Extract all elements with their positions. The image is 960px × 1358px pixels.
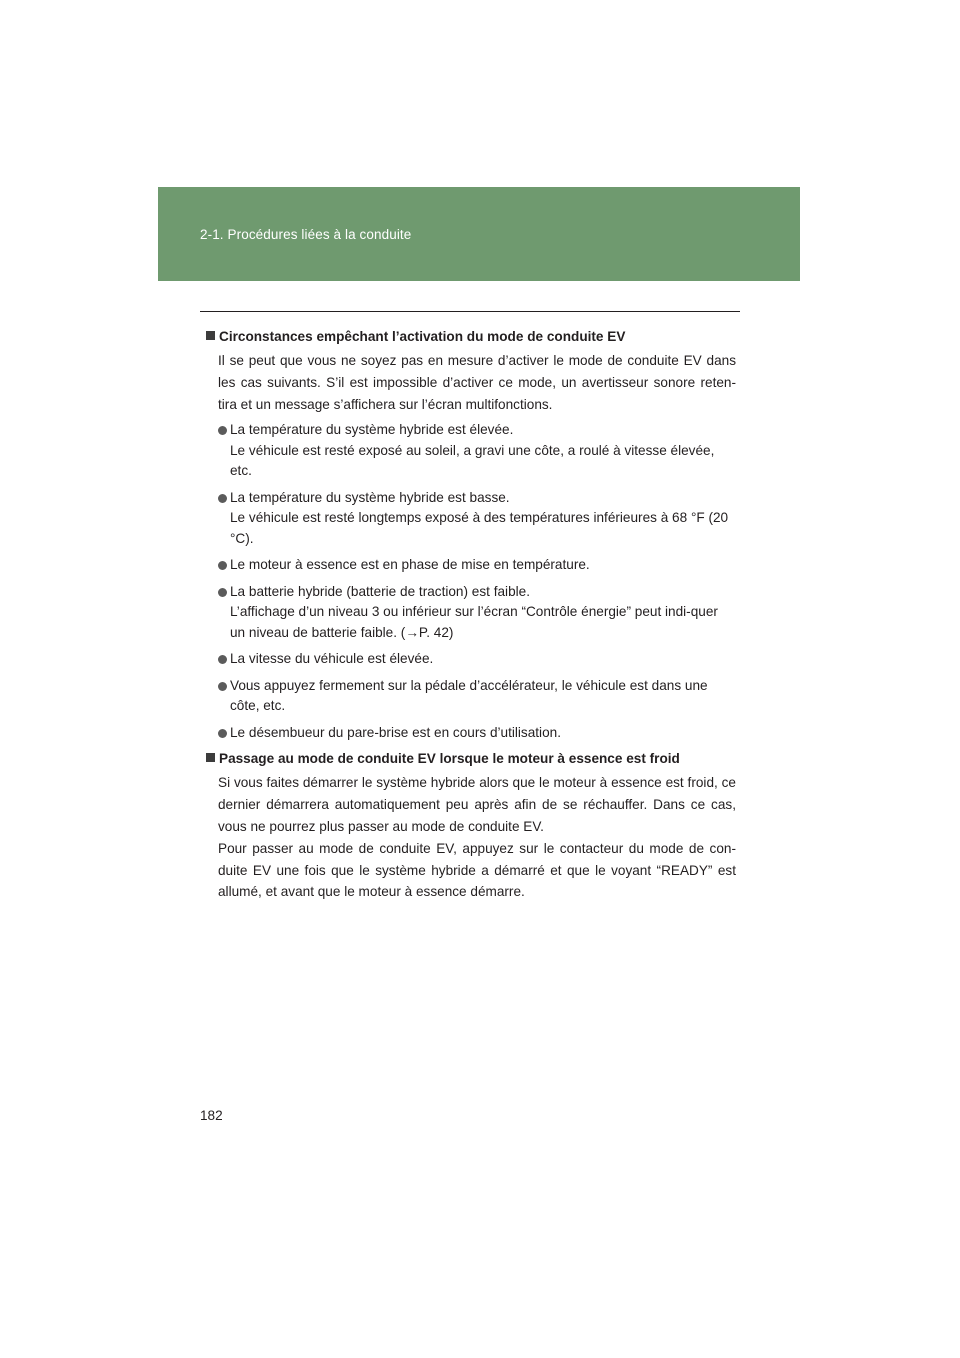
section-heading-ev-restrictions [206,327,736,347]
bullet-dot-icon [218,588,227,597]
list-item [218,723,736,744]
bullet-dot-icon [218,494,227,503]
list-item [218,420,736,482]
square-bullet-icon [206,331,215,340]
list-item-text: Vous appuyez fermement sur la pédale d’accélérateur, le véhicule est dans une côte, etc. [230,677,708,714]
list-item [218,582,736,644]
list-item-text: Le désembueur du pare-brise est en cours d’utilisation. [230,724,561,740]
list-item [218,676,736,717]
list-item-text: La batterie hybride (batterie de traction) est faible. L’affichage d’un niveau 3 ou inférieur sur l’écran “Contrôle énergie” peut indi-quer un niveau de batterie faible. (→P. 42) [230,583,718,640]
list-item-text: La température du système hybride est basse. Le véhicule est resté longtemps exposé à des températures inférieures à 68 °F (20 °C). [230,489,729,546]
list-item [218,555,736,576]
list-item-text: La température du système hybride est élevée. Le véhicule est resté exposé au soleil, a gravi une côte, a roulé à vitesse élevée, etc. [230,422,715,479]
list-item-text: Le moteur à essence est en phase de mise en température. [230,557,590,573]
list-item [218,649,736,670]
header-rule [200,311,740,312]
list-item [218,488,736,550]
bullet-dot-icon [218,682,227,691]
section-header-band [158,187,800,281]
section-heading-text: Passage au mode de conduite EV lorsque le moteur à essence est froid [219,751,680,767]
bullet-dot-icon [218,729,227,738]
bullet-dot-icon [218,561,227,570]
bullet-dot-icon [218,655,227,664]
section-heading-text: Circonstances empêchant l’activation du mode de conduite EV [219,329,626,344]
section-title: 2-1. Procédures liées à la conduite [200,227,412,242]
bullet-dot-icon [218,426,227,435]
square-bullet-icon [206,753,215,762]
page-content [206,327,736,908]
section-heading-cold-engine [206,749,736,769]
list-item-text: La vitesse du véhicule est élevée. [230,651,434,667]
section-intro-paragraph: Il se peut que vous ne soyez pas en mesure d’activer le mode de conduite EV dans les cas suivants. S’il est impossible d’activer ce mode, un avertisseur sonore reten-tira et un message s’affichera sur l’écran multifonctions. [218,353,736,412]
page-number: 182 [200,1108,223,1123]
section-body-paragraph: Si vous faites démarrer le système hybride alors que le moteur à essence est froid, ce dernier démarrera automatiquement peu après afin de se réchauffer. Dans ce cas, vous ne pourrez plus passer au mode de conduite EV. Pour passer au mode de conduite EV, appuyez sur le contacteur du mode de con-duite EV une fois que le système hybride a démarré et que le voyant “READY” est allumé, et avant que le moteur à essence démarre. [218,775,736,900]
